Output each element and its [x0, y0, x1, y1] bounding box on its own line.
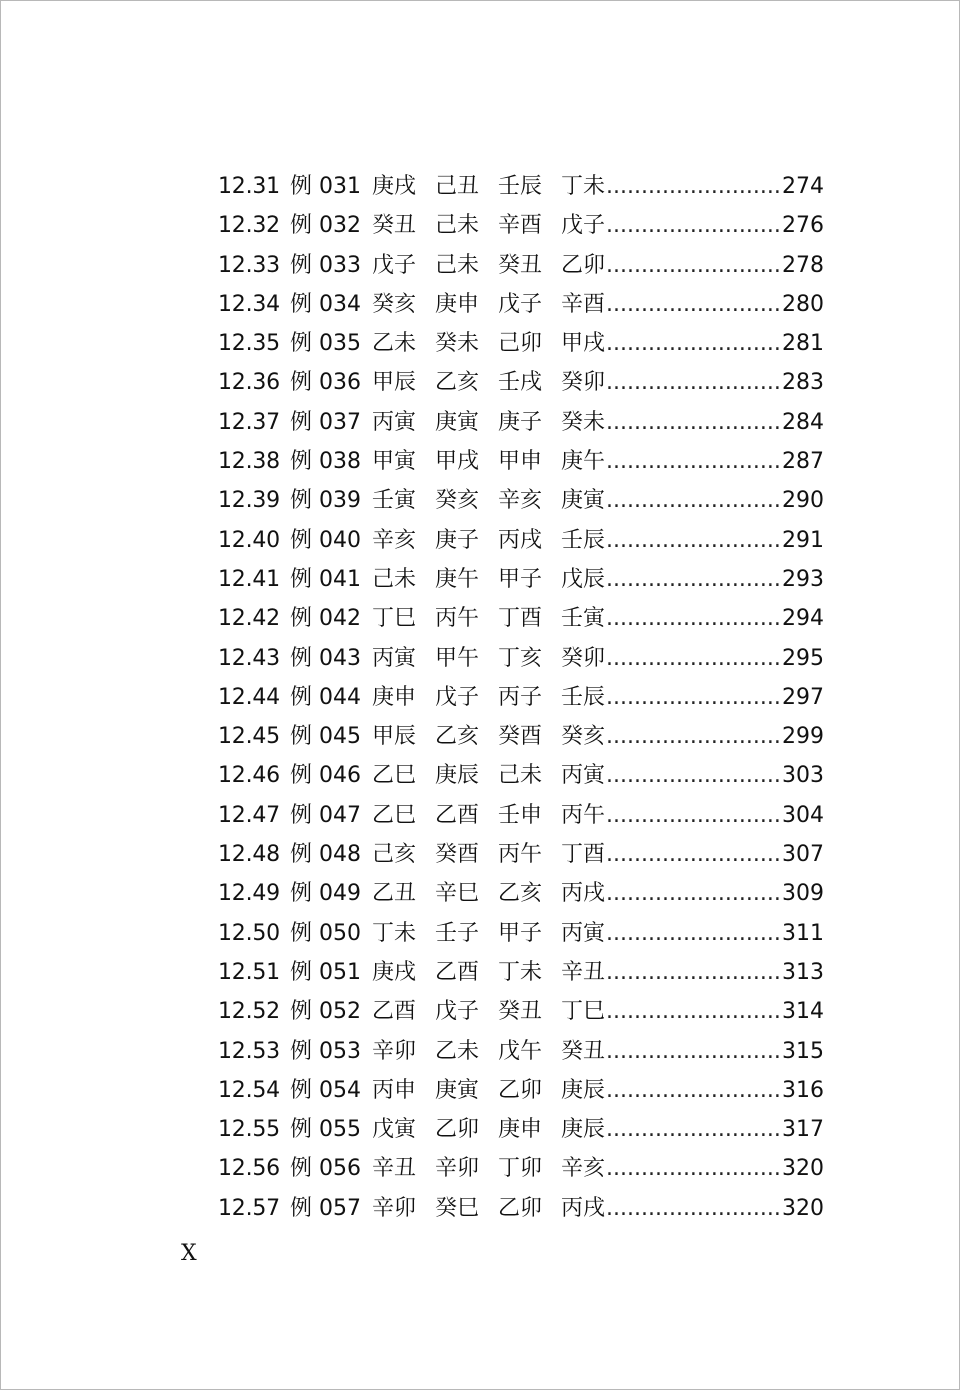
toc-dot-leader — [606, 606, 781, 631]
toc-section-number: 12.42 — [218, 606, 280, 632]
toc-example-label: 例 048 — [290, 842, 361, 868]
toc-section-number: 12.52 — [218, 999, 280, 1025]
toc-pillar: 丁巳 — [561, 999, 606, 1025]
toc-page-number: 280 — [782, 291, 824, 317]
toc-dot-leader — [606, 881, 781, 906]
toc-example-label: 例 040 — [290, 527, 361, 553]
toc-pillar: 丙申 — [372, 1077, 417, 1103]
toc-entry[interactable] — [218, 798, 822, 837]
toc-entry[interactable] — [218, 483, 822, 522]
toc-pillar: 乙酉 — [435, 959, 480, 985]
toc-dot-leader — [606, 685, 781, 710]
toc-pillar: 丁未 — [561, 174, 606, 199]
toc-page-number: 297 — [782, 684, 824, 710]
toc-entry[interactable] — [218, 1034, 822, 1073]
toc-dot-leader — [606, 331, 781, 356]
toc-pillar: 乙酉 — [372, 999, 417, 1025]
toc-page-number: 278 — [782, 252, 824, 278]
toc-section-number: 12.48 — [218, 842, 280, 868]
toc-pillar: 甲申 — [498, 449, 543, 475]
toc-page-number: 303 — [782, 763, 824, 789]
toc-pillar: 甲子 — [498, 566, 543, 592]
toc-pillar: 癸丑 — [372, 213, 417, 239]
toc-section-number: 12.36 — [218, 370, 280, 396]
toc-pillar: 丙戌 — [561, 881, 606, 907]
toc-pillar: 庚寅 — [561, 488, 606, 514]
toc-pillar: 甲辰 — [372, 724, 417, 750]
toc-entry[interactable] — [218, 208, 822, 247]
toc-pillar: 丙寅 — [372, 409, 417, 435]
toc-page-number: 290 — [782, 488, 824, 514]
toc-section-number: 12.41 — [218, 566, 280, 592]
toc-dot-leader — [606, 410, 781, 435]
toc-pillar: 庚辰 — [561, 1117, 606, 1143]
table-of-contents — [218, 169, 822, 1230]
toc-example-label: 例 047 — [290, 802, 361, 828]
toc-example-label: 例 037 — [290, 409, 361, 435]
toc-section-number: 12.45 — [218, 724, 280, 750]
toc-example-label: 例 056 — [290, 1156, 361, 1182]
toc-page-number: 320 — [782, 1156, 824, 1182]
toc-pillar: 壬辰 — [561, 527, 606, 553]
toc-pillar: 乙亥 — [498, 881, 543, 907]
toc-dot-leader — [606, 921, 781, 946]
toc-page-number: 311 — [782, 920, 824, 946]
toc-pillar: 壬辰 — [561, 684, 606, 710]
toc-dot-leader — [606, 1156, 781, 1181]
toc-dot-leader — [606, 763, 781, 788]
toc-dot-leader — [606, 1039, 781, 1064]
toc-pillar: 甲午 — [435, 645, 480, 671]
toc-page-number: 291 — [782, 527, 824, 553]
toc-entry[interactable] — [218, 955, 822, 994]
toc-pillar: 乙酉 — [435, 802, 480, 828]
toc-dot-leader — [606, 567, 781, 592]
toc-pillar: 戊辰 — [561, 566, 606, 592]
toc-pillar: 辛酉 — [561, 291, 606, 317]
toc-section-number: 12.54 — [218, 1077, 280, 1103]
toc-page-number: 284 — [782, 409, 824, 435]
toc-pillar: 癸酉 — [435, 842, 480, 868]
toc-entry[interactable] — [218, 287, 822, 326]
toc-pillar: 戊午 — [498, 1038, 543, 1064]
toc-entry[interactable] — [218, 719, 822, 758]
toc-page-number: 315 — [782, 1038, 824, 1064]
toc-pillar: 庚寅 — [435, 409, 480, 435]
toc-pillar: 辛丑 — [561, 959, 606, 985]
toc-pillar: 丙戌 — [498, 527, 543, 553]
toc-page-number: 320 — [782, 1195, 824, 1221]
toc-example-label: 例 049 — [290, 881, 361, 907]
toc-pillar: 癸未 — [561, 409, 606, 435]
toc-pillar: 庚申 — [498, 1117, 543, 1143]
toc-example-label: 例 039 — [290, 488, 361, 514]
toc-page-number: 307 — [782, 842, 824, 868]
toc-pillar: 己未 — [435, 213, 480, 239]
toc-example-label: 例 046 — [290, 763, 361, 789]
toc-pillar: 癸巳 — [435, 1195, 480, 1221]
toc-page-number: 274 — [782, 174, 824, 199]
toc-pillar: 戊寅 — [372, 1117, 417, 1143]
toc-pillar: 乙未 — [372, 331, 417, 357]
toc-pillar: 乙丑 — [372, 881, 417, 907]
toc-pillar: 乙巳 — [372, 802, 417, 828]
toc-pillar: 乙卯 — [498, 1077, 543, 1103]
toc-pillar: 癸丑 — [561, 1038, 606, 1064]
toc-entry[interactable] — [218, 601, 822, 640]
toc-dot-leader — [606, 960, 781, 985]
toc-dot-leader — [606, 528, 781, 553]
toc-pillar: 癸亥 — [561, 724, 606, 750]
toc-pillar: 癸卯 — [561, 645, 606, 671]
toc-pillar: 己未 — [372, 566, 417, 592]
toc-dot-leader — [606, 1196, 781, 1221]
toc-example-label: 例 035 — [290, 331, 361, 357]
page-number-marker: X — [181, 1241, 197, 1266]
toc-entry[interactable] — [218, 365, 822, 404]
toc-pillar: 戊子 — [372, 252, 417, 278]
toc-page-number: 294 — [782, 606, 824, 632]
toc-pillar: 庚戌 — [372, 174, 417, 199]
toc-pillar: 乙巳 — [372, 763, 417, 789]
toc-pillar: 丙午 — [435, 606, 480, 632]
toc-pillar: 癸丑 — [498, 252, 543, 278]
toc-pillar: 丁未 — [498, 959, 543, 985]
toc-pillar: 丙寅 — [561, 920, 606, 946]
toc-pillar: 己丑 — [435, 174, 480, 199]
toc-pillar: 乙卯 — [561, 252, 606, 278]
toc-section-number: 12.37 — [218, 409, 280, 435]
toc-section-number: 12.35 — [218, 331, 280, 357]
toc-pillar: 丁未 — [372, 920, 417, 946]
toc-dot-leader — [606, 724, 781, 749]
toc-example-label: 例 033 — [290, 252, 361, 278]
toc-pillar: 甲子 — [498, 920, 543, 946]
toc-section-number: 12.49 — [218, 881, 280, 907]
toc-pillar: 庚申 — [372, 684, 417, 710]
toc-entry[interactable] — [218, 523, 822, 562]
toc-pillar: 乙卯 — [498, 1195, 543, 1221]
toc-entry[interactable] — [218, 994, 822, 1033]
toc-pillar: 壬子 — [435, 920, 480, 946]
toc-section-number: 12.31 — [218, 174, 280, 199]
toc-section-number: 12.47 — [218, 802, 280, 828]
toc-pillar: 壬辰 — [498, 174, 543, 199]
toc-page-number: 313 — [782, 959, 824, 985]
toc-pillar: 壬戌 — [498, 370, 543, 396]
toc-page-number: 287 — [782, 449, 824, 475]
toc-pillar: 庚戌 — [372, 959, 417, 985]
toc-example-label: 例 041 — [290, 566, 361, 592]
toc-pillar: 癸卯 — [561, 370, 606, 396]
toc-entry[interactable] — [218, 876, 822, 915]
toc-pillar: 丁巳 — [372, 606, 417, 632]
toc-page-number: 293 — [782, 566, 824, 592]
toc-pillar: 戊子 — [498, 291, 543, 317]
toc-entry[interactable] — [218, 837, 822, 876]
toc-section-number: 12.57 — [218, 1195, 280, 1221]
toc-section-number: 12.51 — [218, 959, 280, 985]
toc-pillar: 庚辰 — [561, 1077, 606, 1103]
toc-page-number: 309 — [782, 881, 824, 907]
toc-entry[interactable] — [218, 1112, 822, 1151]
toc-entry[interactable] — [218, 758, 822, 797]
toc-pillar: 辛卯 — [435, 1156, 480, 1182]
toc-entry[interactable] — [218, 1151, 822, 1190]
toc-pillar: 辛巳 — [435, 881, 480, 907]
toc-pillar: 壬寅 — [372, 488, 417, 514]
toc-page-number: 281 — [782, 331, 824, 357]
toc-page-number: 295 — [782, 645, 824, 671]
toc-pillar: 辛丑 — [372, 1156, 417, 1182]
toc-example-label: 例 051 — [290, 959, 361, 985]
toc-dot-leader — [606, 292, 781, 317]
toc-pillar: 丙寅 — [561, 763, 606, 789]
toc-pillar: 庚寅 — [435, 1077, 480, 1103]
toc-pillar: 丙子 — [498, 684, 543, 710]
toc-pillar: 辛酉 — [498, 213, 543, 239]
toc-dot-leader — [606, 1117, 781, 1142]
toc-section-number: 12.38 — [218, 449, 280, 475]
toc-entry[interactable] — [218, 444, 822, 483]
toc-pillar: 庚午 — [561, 449, 606, 475]
toc-pillar: 庚子 — [498, 409, 543, 435]
toc-section-number: 12.53 — [218, 1038, 280, 1064]
toc-example-label: 例 031 — [290, 174, 361, 199]
toc-example-label: 例 042 — [290, 606, 361, 632]
toc-example-label: 例 038 — [290, 449, 361, 475]
toc-entry[interactable] — [218, 248, 822, 287]
toc-pillar: 乙亥 — [435, 724, 480, 750]
toc-example-label: 例 032 — [290, 213, 361, 239]
toc-pillar: 癸酉 — [498, 724, 543, 750]
toc-pillar: 辛卯 — [372, 1038, 417, 1064]
toc-pillar: 甲辰 — [372, 370, 417, 396]
toc-pillar: 辛亥 — [561, 1156, 606, 1182]
toc-entry[interactable] — [218, 1191, 822, 1230]
toc-example-label: 例 034 — [290, 291, 361, 317]
toc-example-label: 例 054 — [290, 1077, 361, 1103]
toc-pillar: 癸亥 — [372, 291, 417, 317]
toc-pillar: 己未 — [498, 763, 543, 789]
toc-entry[interactable] — [218, 916, 822, 955]
toc-pillar: 壬申 — [498, 802, 543, 828]
toc-example-label: 例 052 — [290, 999, 361, 1025]
toc-pillar: 戊子 — [561, 213, 606, 239]
toc-example-label: 例 055 — [290, 1117, 361, 1143]
toc-example-label: 例 044 — [290, 684, 361, 710]
toc-pillar: 乙亥 — [435, 370, 480, 396]
toc-pillar: 丙戌 — [561, 1195, 606, 1221]
toc-pillar: 甲戌 — [561, 331, 606, 357]
toc-pillar: 辛卯 — [372, 1195, 417, 1221]
toc-pillar: 丙午 — [498, 842, 543, 868]
toc-pillar: 丁亥 — [498, 645, 543, 671]
toc-dot-leader — [606, 1078, 781, 1103]
toc-pillar: 癸丑 — [498, 999, 543, 1025]
toc-section-number: 12.46 — [218, 763, 280, 789]
toc-dot-leader — [606, 449, 781, 474]
toc-page-number: 276 — [782, 213, 824, 239]
toc-example-label: 例 045 — [290, 724, 361, 750]
toc-pillar: 辛亥 — [498, 488, 543, 514]
toc-pillar: 辛亥 — [372, 527, 417, 553]
toc-page-number: 299 — [782, 724, 824, 750]
toc-dot-leader — [606, 488, 781, 513]
toc-entry[interactable] — [218, 1073, 822, 1112]
toc-entry[interactable] — [218, 680, 822, 719]
toc-dot-leader — [606, 253, 781, 278]
toc-pillar: 甲寅 — [372, 449, 417, 475]
toc-pillar: 丙午 — [561, 802, 606, 828]
toc-section-number: 12.34 — [218, 291, 280, 317]
toc-pillar: 己亥 — [372, 842, 417, 868]
toc-pillar: 乙未 — [435, 1038, 480, 1064]
toc-entry[interactable] — [218, 405, 822, 444]
toc-pillar: 丁酉 — [498, 606, 543, 632]
toc-section-number: 12.40 — [218, 527, 280, 553]
toc-section-number: 12.55 — [218, 1117, 280, 1143]
toc-pillar: 戊子 — [435, 684, 480, 710]
toc-dot-leader — [606, 370, 781, 395]
toc-page-number: 316 — [782, 1077, 824, 1103]
toc-section-number: 12.56 — [218, 1156, 280, 1182]
toc-entry[interactable] — [218, 326, 822, 365]
toc-dot-leader — [606, 803, 781, 828]
toc-section-number: 12.33 — [218, 252, 280, 278]
toc-example-label: 例 043 — [290, 645, 361, 671]
toc-dot-leader — [606, 213, 781, 238]
toc-pillar: 庚辰 — [435, 763, 480, 789]
toc-dot-leader — [606, 174, 781, 199]
toc-pillar: 己未 — [435, 252, 480, 278]
toc-section-number: 12.44 — [218, 684, 280, 710]
toc-section-number: 12.39 — [218, 488, 280, 514]
toc-pillar: 丁酉 — [561, 842, 606, 868]
toc-pillar: 丁卯 — [498, 1156, 543, 1182]
toc-page-number: 314 — [782, 999, 824, 1025]
toc-pillar: 癸亥 — [435, 488, 480, 514]
toc-entry[interactable] — [218, 641, 822, 680]
toc-entry[interactable] — [218, 562, 822, 601]
toc-pillar: 甲戌 — [435, 449, 480, 475]
toc-example-label: 例 036 — [290, 370, 361, 396]
toc-page-number: 304 — [782, 802, 824, 828]
toc-section-number: 12.32 — [218, 213, 280, 239]
toc-dot-leader — [606, 842, 781, 867]
toc-page-number: 317 — [782, 1117, 824, 1143]
toc-pillar: 癸未 — [435, 331, 480, 357]
toc-dot-leader — [606, 999, 781, 1024]
toc-example-label: 例 057 — [290, 1195, 361, 1221]
toc-pillar: 己卯 — [498, 331, 543, 357]
toc-example-label: 例 053 — [290, 1038, 361, 1064]
toc-page-number: 283 — [782, 370, 824, 396]
toc-pillar: 庚午 — [435, 566, 480, 592]
toc-dot-leader — [606, 646, 781, 671]
toc-pillar: 壬寅 — [561, 606, 606, 632]
toc-entry[interactable] — [218, 169, 822, 208]
toc-pillar: 庚子 — [435, 527, 480, 553]
toc-section-number: 12.50 — [218, 920, 280, 946]
toc-pillar: 戊子 — [435, 999, 480, 1025]
toc-section-number: 12.43 — [218, 645, 280, 671]
toc-pillar: 乙卯 — [435, 1117, 480, 1143]
toc-pillar: 庚申 — [435, 291, 480, 317]
toc-example-label: 例 050 — [290, 920, 361, 946]
toc-pillar: 丙寅 — [372, 645, 417, 671]
